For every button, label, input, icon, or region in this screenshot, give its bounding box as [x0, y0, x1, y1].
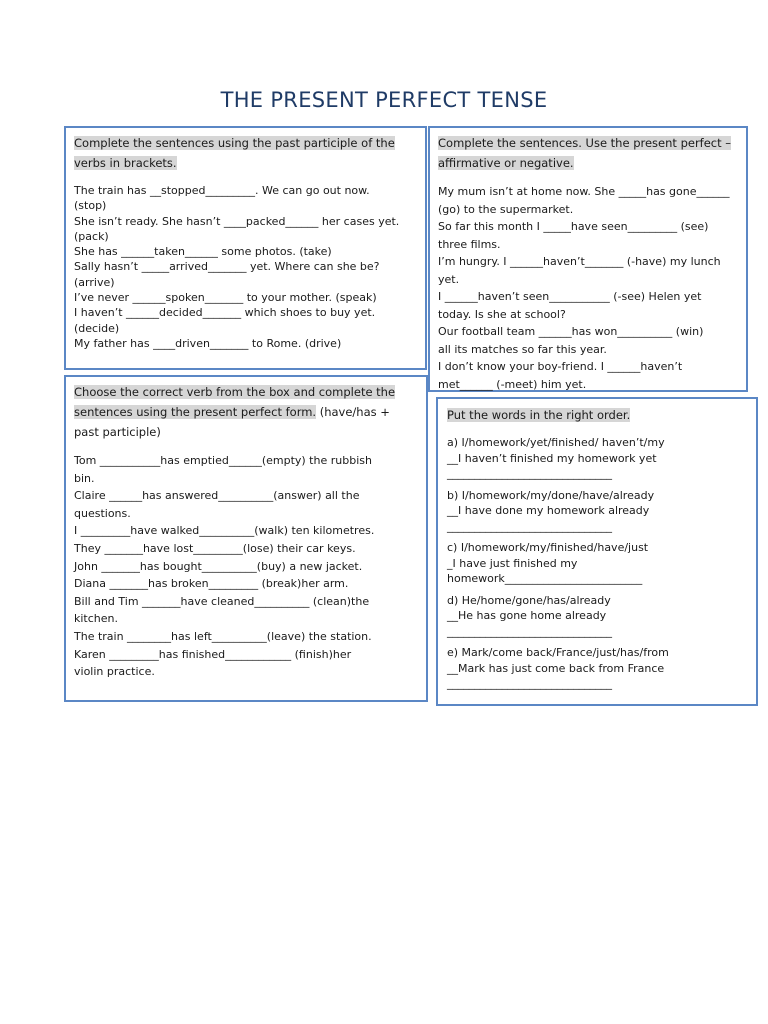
exercise-line: Karen _________has finished____________ (finish)her — [74, 647, 352, 661]
exercise-line: Our football team ______has won__________ (win) — [438, 325, 704, 338]
exercise-line: They _______have lost_________(lose) their car keys. — [74, 541, 356, 555]
exercise-line: I ______haven’t seen___________ (-see) Helen yet — [438, 290, 702, 303]
word-prompt: c) I/homework/my/finished/have/just — [447, 541, 649, 554]
exercise-line: all its matches so far this year. — [438, 342, 607, 356]
answer-line: __Mark has just come back from France — [447, 661, 665, 675]
exercise-sentences — [74, 183, 417, 351]
exercise-line: Tom ___________has emptied______(empty) the rubbish — [74, 454, 372, 467]
exercise-line: kitchen. — [74, 612, 118, 626]
list-item — [447, 540, 747, 587]
exercise-line: John _______has bought__________(buy) a new jacket. — [74, 559, 363, 573]
exercise-line: Bill and Tim _______have cleaned__________ (clean)the — [74, 594, 370, 608]
answer-blank: ______________________________ — [447, 677, 612, 690]
exercise-line: (decide) — [74, 321, 120, 335]
answer-line: __He has gone home already — [447, 609, 607, 622]
word-prompt: a) I/homework/yet/finished/ haven’t/my — [447, 436, 665, 449]
list-item — [447, 488, 747, 535]
list-item — [447, 435, 747, 482]
exercise-line: met______ (-meet) him yet. — [438, 377, 587, 391]
answer-line: __I have done my homework already — [447, 504, 650, 517]
answer-blank: ______________________________ — [447, 519, 612, 533]
exercise-sentences — [438, 183, 738, 393]
word-prompt: e) Mark/come back/France/just/has/from — [447, 646, 669, 659]
exercise-line: today. Is she at school? — [438, 307, 566, 321]
exercise-word-order — [436, 397, 758, 706]
exercise-line: I’m hungry. I ______haven’t_______ (-have) my lunch — [438, 255, 721, 268]
exercise-line: Sally hasn’t _____arrived_______ yet. Where can she be? — [74, 260, 380, 274]
exercise-line: (arrive) — [74, 275, 115, 289]
answer-blank: homework_________________________ — [447, 572, 643, 585]
exercise-line: bin. — [74, 471, 95, 485]
answer-blank: ______________________________ — [447, 624, 612, 638]
exercise-line: (pack) — [74, 229, 109, 243]
exercise-line: The train has __stopped_________. We can go out now. — [74, 184, 370, 197]
page-title: THE PRESENT PERFECT TENSE — [220, 88, 548, 112]
exercise-line: She isn’t ready. She hasn’t ____packed______ her cases yet. — [74, 214, 400, 228]
exercise-line: I don’t know your boy-friend. I ______haven’t — [438, 360, 683, 373]
answer-line: _I have just finished my — [447, 556, 578, 570]
exercise-line: So far this month I _____have seen_________ (see) — [438, 220, 709, 233]
exercise-sentences — [74, 452, 418, 681]
exercise-line: yet. — [438, 272, 460, 286]
exercise-line: (go) to the supermarket. — [438, 202, 574, 216]
exercise-line: I _________have walked__________(walk) ten kilometres. — [74, 524, 375, 538]
answer-blank: ______________________________ — [447, 467, 612, 480]
list-item — [447, 645, 747, 692]
exercise-past-participle — [64, 126, 427, 370]
exercise-instruction: Choose the correct verb from the box and complete the sentences using the present perfect form. — [74, 385, 396, 419]
exercise-instruction: Complete the sentences using the past participle of the verbs in brackets. — [74, 136, 395, 170]
exercise-line: (stop) — [74, 199, 107, 213]
list-item — [447, 593, 747, 640]
exercise-line: My father has ____driven_______ to Rome. (drive) — [74, 336, 342, 350]
exercise-line: three films. — [438, 237, 501, 251]
exercise-line: She has ______taken______ some photos. (take) — [74, 245, 332, 259]
word-prompt: b) I/homework/my/done/have/already — [447, 488, 655, 502]
word-prompt: d) He/home/gone/has/already — [447, 593, 611, 607]
exercise-line: violin practice. — [74, 665, 155, 679]
exercise-line: The train ________has left__________(leave) the station. — [74, 629, 372, 643]
exercise-instruction: Put the words in the right order. — [447, 408, 631, 422]
exercise-line: Diana _______has broken_________ (break)her arm. — [74, 577, 349, 591]
exercise-items — [447, 435, 747, 692]
exercise-choose-verb — [64, 375, 428, 702]
exercise-line: questions. — [74, 506, 131, 520]
exercise-line: Claire ______has answered__________(answer) all the — [74, 489, 360, 503]
exercise-line: My mum isn’t at home now. She _____has gone______ — [438, 185, 730, 198]
exercise-instruction-note: (have/has + past participle) — [74, 405, 390, 439]
exercise-line: I’ve never ______spoken_______ to your mother. (speak) — [74, 291, 377, 305]
exercise-instruction: Complete the sentences. Use the present perfect – affirmative or negative. — [438, 136, 732, 170]
exercise-affirmative-negative — [428, 126, 748, 392]
exercise-line: I haven’t ______decided_______ which shoes to buy yet. — [74, 306, 376, 320]
answer-line: __I haven’t finished my homework yet — [447, 451, 657, 465]
